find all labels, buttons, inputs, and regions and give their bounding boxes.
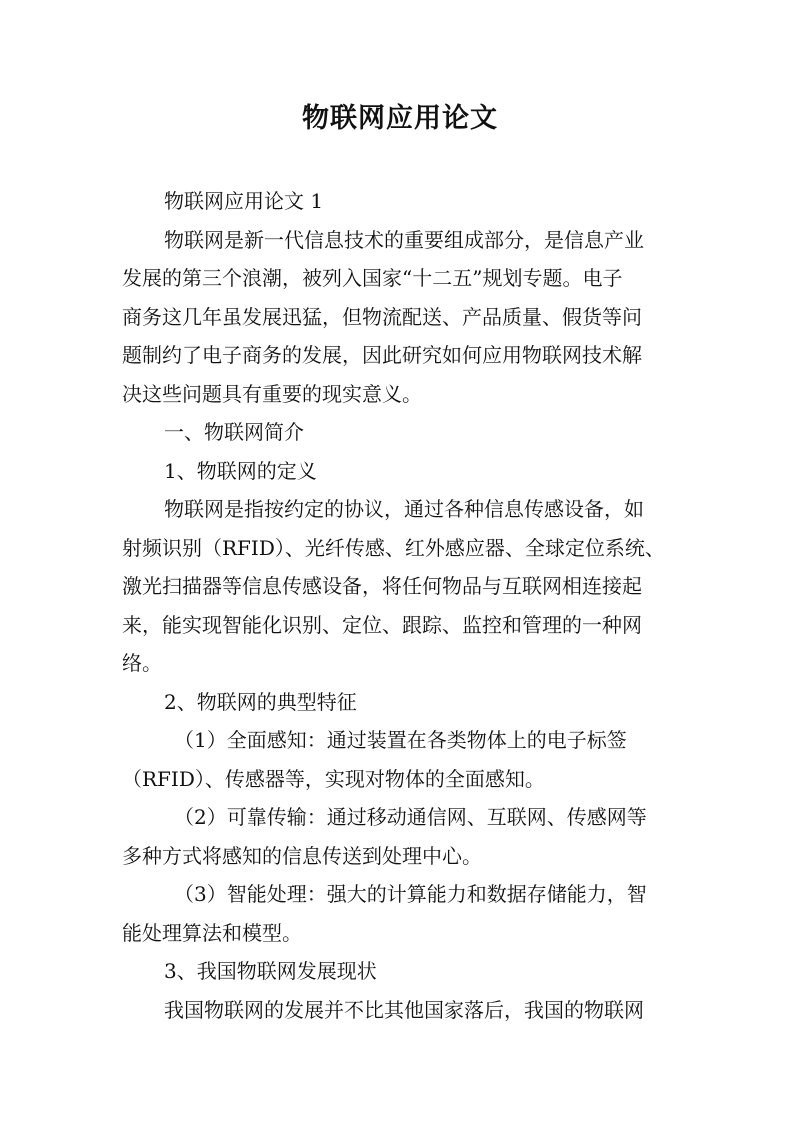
paragraph-line: 射频识别（RFID）、光纤传感、红外感应器、全球定位系统、	[122, 535, 665, 560]
paragraph-line: 发展的第三个浪潮，被列入国家“十二五”规划专题。电子	[122, 266, 623, 290]
list-item-line: （3）智能处理：强大的计算能力和数据存储能力，智	[174, 882, 647, 906]
paragraph-line: 商务这几年虽发展迅猛，但物流配送、产品质量、假货等问	[122, 304, 642, 329]
subsection-heading: 1、物联网的定义	[164, 458, 317, 483]
section-heading: 一、物联网简介	[164, 420, 304, 444]
paragraph-line: 来，能实现智能化识别、定位、跟踪、监控和管理的一种网	[122, 612, 642, 637]
paragraph-line: 题制约了电子商务的发展，因此研究如何应用物联网技术解	[122, 343, 642, 367]
list-item-line: （1）全面感知：通过装置在各类物体上的电子标签	[174, 728, 627, 752]
list-item-line: （2）可靠传输：通过移动通信网、互联网、传感网等	[174, 805, 647, 829]
list-item-line: 能处理算法和模型。	[122, 920, 302, 945]
paragraph-line: 激光扫描器等信息传感设备，将任何物品与互联网相连接起	[122, 574, 642, 598]
subsection-heading: 2、物联网的典型特征	[164, 689, 357, 714]
list-item-line: （RFID）、传感器等，实现对物体的全面感知。	[122, 766, 545, 791]
paragraph-line: 决这些问题具有重要的现实意义。	[122, 381, 422, 406]
document-body	[122, 182, 692, 1029]
document-title: 物联网应用论文	[302, 103, 498, 134]
paragraph-line: 物联网是新一代信息技术的重要组成部分，是信息产业	[164, 227, 644, 252]
paragraph-line: 络。	[122, 651, 162, 675]
subsection-heading: 3、我国物联网发展现状	[164, 959, 377, 983]
paragraph-line: 我国物联网的发展并不比其他国家落后，我国的物联网	[164, 997, 644, 1022]
section-heading: 物联网应用论文 1	[164, 189, 324, 213]
paragraph-line: 物联网是指按约定的协议，通过各种信息传感设备，如	[164, 497, 644, 521]
list-item-line: 多种方式将感知的信息传送到处理中心。	[122, 843, 482, 868]
